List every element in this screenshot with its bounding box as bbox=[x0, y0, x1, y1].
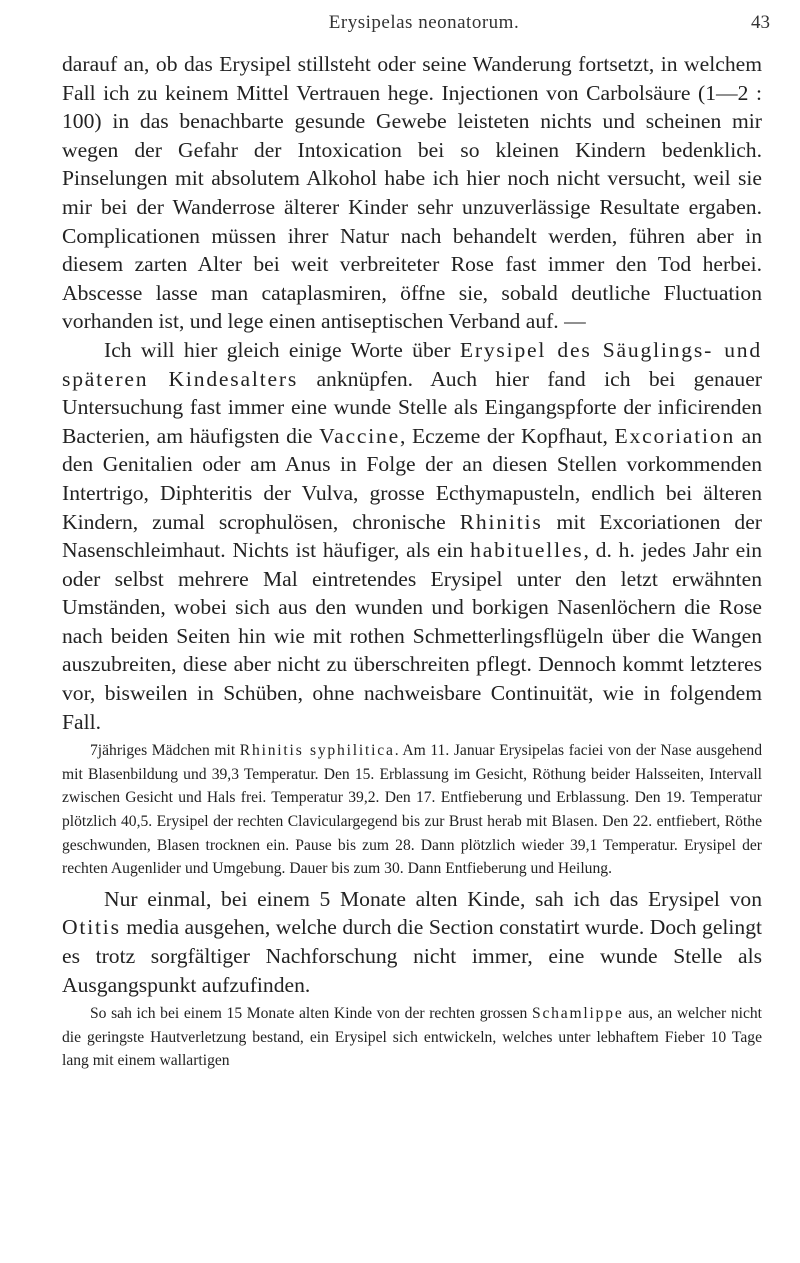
page-body bbox=[62, 50, 762, 1073]
emphasis-text: habituelles bbox=[470, 538, 584, 563]
running-title: Erysipelas neonatorum. bbox=[328, 12, 520, 33]
text-run: . Am 11. Januar Erysipelas faciei von der Nase ausgehend mit Blasenbildung und 39,3 Temperatur. Den 15. Erblassung im Gesicht, Röthung beider Halsseiten, Intervall zwischen Gesicht und Hals frei. Temperatur 39,2. Den 17. Entfieberung und Erblassung. Den 19. Temperatur plötzlich 40,5. Erysipel der rechten Claviculargegend bis zur Brust herab mit Blasen. Den 22. entfiebert, Röthe geschwunden, Blasen trocknen ein. Pause bis zum 28. Dann plötzlich wieder 39,1 Temperatur. Erysipel der rechten Augenlider und Umgebung. Dauer bis zum 30. Dann Entfieberung und Heilung. bbox=[62, 742, 762, 878]
emphasis-text: Rhinitis bbox=[459, 509, 543, 534]
text-run: media ausgehen, welche durch die Section constatirt wurde. Doch gelingt es trotz sorgfältiger Nachforschung nicht immer, eine wunde Stelle als Ausgangspunkt aufzufinden. bbox=[62, 915, 762, 997]
text-run: , d. h. jedes Jahr ein oder selbst mehrere Mal eintretendes Erysipel unter den letzt erwähnten Umständen, wobei sich aus den wunden und borkigen Nasenlöchern die Rose nach beiden Seiten hin wie mit rothen Schmetterlingsflügeln über die Wangen auszubreiten, diese aber nicht zu überschreiten pflegt. Dennoch kommt letzteres vor, bisweilen in Schüben, ohne nachweisbare Continuität, wie in folgendem Fall. bbox=[62, 538, 762, 734]
text-run: Ich will hier gleich einige Worte über bbox=[104, 337, 460, 362]
text-run: aus, an welcher nicht die geringste Hautverletzung bestand, ein Erysipel sich entwickeln, welches unter lebhaftem Fieber 10 Tage lang mit einem wallartigen bbox=[62, 1005, 762, 1070]
emphasis-text: Erysipel des Säuglings- und späteren Kindesalters bbox=[62, 337, 762, 391]
text-run: mit Excoriationen der Nasenschleimhaut. Nichts ist häufiger, als ein bbox=[62, 509, 762, 563]
text-run: anknüpfen. Auch hier fand ich bei genauer Untersuchung fast immer eine wunde Stelle als Eingangspforte der inficirenden Bacterien, am häufigsten die bbox=[62, 366, 762, 448]
paragraph-treatment: darauf an, ob das Erysipel stillsteht oder seine Wanderung fortsetzt, in welchem Fall ich zu keinem Mittel Vertrauen hege. Injectionen von Carbolsäure (1—2 : 100) in das benachbarte gesunde Gewebe leisteten nichts und scheinen mir wegen der Gefahr der Intoxication bei so kleinen Kindern bedenklich. Pinselungen mit absolutem Alkohol habe ich hier noch nicht versucht, weil sie mir bei der Wanderrose älterer Kinder sehr unzuverlässige Resultate ergaben. Complicationen müssen ihrer Natur nach behandelt werden, führen aber in diesem zarten Alter bei weit verbreiteter Rose fast immer den Tod herbei. Abscesse lasse man cataplasmiren, öffne sie, sobald deutliche Fluctuation vorhanden ist, und lege einen antiseptischen Verband auf. — bbox=[62, 52, 762, 334]
running-header bbox=[78, 10, 770, 36]
text-run: 7jähriges Mädchen mit bbox=[90, 742, 240, 760]
case-report-girl bbox=[62, 739, 762, 881]
text-run: Nur einmal, bei einem 5 Monate alten Kinde, sah ich das Erysipel von bbox=[104, 886, 762, 911]
text-run: So sah ich bei einem 15 Monate alten Kinde von der rechten grossen bbox=[90, 1005, 532, 1023]
paragraph-infant-erysipelas bbox=[62, 336, 762, 736]
text-run: , Eczeme der Kopfhaut, bbox=[400, 423, 615, 448]
emphasis-text: Excoriation bbox=[614, 423, 736, 448]
emphasis-text: Otitis bbox=[62, 915, 121, 940]
paragraph-otitis bbox=[62, 885, 762, 999]
page-number: 43 bbox=[751, 12, 770, 33]
case-report-child bbox=[62, 1002, 762, 1073]
emphasis-text: Schamlippe bbox=[531, 1005, 624, 1023]
text-run: an den Genitalien oder am Anus in Folge der an diesen Stellen vorkommenden Intertrigo, Diphteritis der Vulva, grosse Ecthymapusteln, endlich bei älteren Kindern, zumal scrophulösen, chronische bbox=[62, 423, 763, 534]
emphasis-text: Rhinitis syphilitica bbox=[239, 742, 395, 760]
emphasis-text: Vaccine bbox=[319, 423, 401, 448]
